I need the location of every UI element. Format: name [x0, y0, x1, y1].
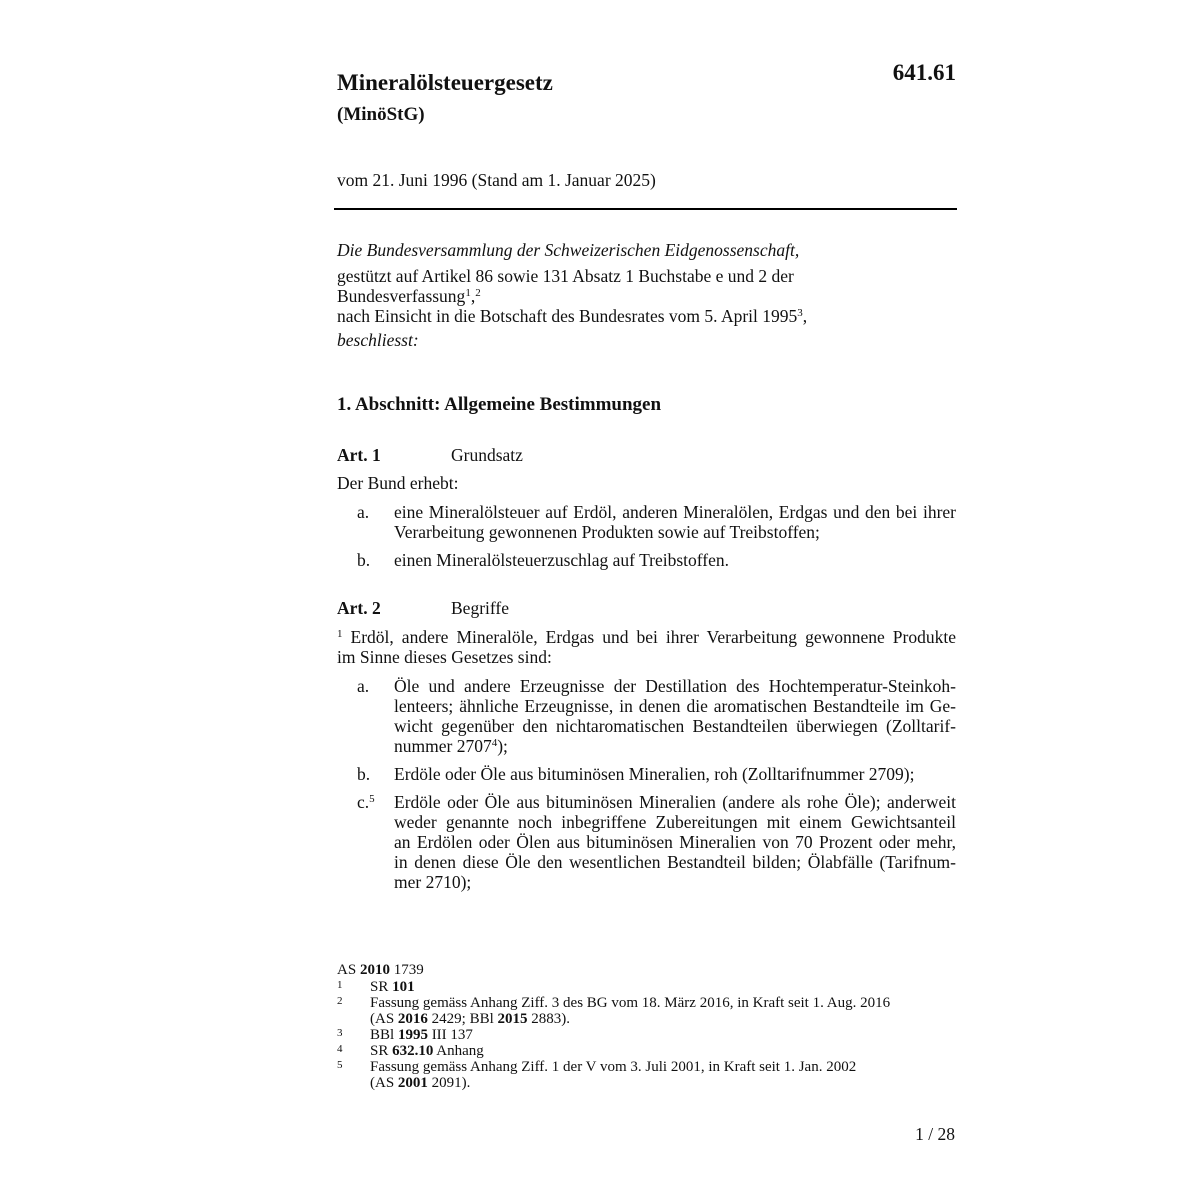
preamble-line: Die Bundesversammlung der Schweizerischen Eidgenossenschaft,: [337, 240, 800, 260]
list-marker: b.: [357, 550, 371, 570]
list-item: b. einen Mineralölsteuerzuschlag auf Treibstoffen.: [357, 550, 730, 570]
preamble-line: gestützt auf Artikel 86 sowie 131 Absatz 1 Buchstabe e und 2 der: [337, 266, 794, 286]
footnote-number: 4: [337, 1043, 343, 1055]
article-heading: [337, 598, 509, 619]
preamble-line: nach Einsicht in die Botschaft des Bundesrates vom 5. April 1995$^3$,: [337, 306, 808, 326]
document-title: Mineralölsteuergesetz: [337, 70, 553, 95]
list-item: b. Erdöle oder Öle aus bituminösen Mineralien, roh (Zolltarifnummer 2709);: [357, 764, 915, 784]
footnote-ref[interactable]: 1: [465, 287, 471, 299]
footnote-ref[interactable]: 3: [797, 307, 803, 319]
preamble-line: Bundesverfassung$^1$,$^2$: [337, 286, 481, 306]
footnote-number: 1: [337, 979, 343, 991]
footnote-ref[interactable]: 4: [491, 737, 498, 749]
preamble-line: beschliesst:: [337, 330, 419, 350]
article-number: Art. 2: [337, 598, 381, 618]
list-item: c.$^5$ Erdöle oder Öle aus bituminösen Mineralien (andere als rohe Öle); anderweit weder genannte noch inbegriffene Zubereitungen mit einem Gewichtsanteil an Erdölen oder Ölen aus bituminösen Mineralien von 70 Prozent oder mehr, in denen diese Öle den wesentlichen Bestandteil bilden; Ölabfälle (Tarifnum- mer 2710);: [357, 792, 956, 892]
header-divider: [334, 208, 957, 210]
date-line: vom 21. Juni 1996 (Stand am 1. Januar 2025): [337, 170, 656, 190]
footnote-number: 2: [337, 995, 343, 1007]
document-abbreviation: (MinöStG): [337, 104, 425, 125]
official-collection-ref: AS 2010 1739: [337, 962, 424, 978]
list-marker: b.: [357, 764, 371, 784]
footnotes: [337, 962, 956, 1091]
list-marker: a.: [357, 502, 370, 522]
paragraph-number: 1: [337, 628, 343, 640]
page-number: 1 / 28: [915, 1124, 955, 1144]
footnote-ref[interactable]: 2: [475, 287, 481, 299]
list-item: a. Öle und andere Erzeugnisse der Destillation des Hochtemperatur-Steinkoh- lenteers; ähnliche Erzeugnisse, in denen die aromatischen Bestandteile im Ge- wicht gegenüber den nichtaromatischen Bestandteilen überwiegen (Zolltarif- nummer 2707$^4$);: [357, 676, 956, 756]
footnote-1: 1 SR 101: [337, 979, 415, 995]
article-paragraph: $^1$ Erdöl, andere Mineralöle, Erdgas und bei ihrer Verarbeitung gewonnene Produkte im Sinne dieses Gesetzes sind:: [337, 627, 956, 667]
article-intro: Der Bund erhebt:: [337, 473, 459, 493]
footnote-5: 5 Fassung gemäss Anhang Ziff. 1 der V vom 3. Juli 2001, in Kraft seit 1. Jan. 2002 (AS 2001 2091).: [337, 1059, 857, 1091]
footnote-3: 3 BBl 1995 III 137: [337, 1027, 473, 1043]
footnote-4: 4 SR 632.10 Anhang: [337, 1043, 484, 1059]
sr-number: 641.61: [892, 60, 956, 85]
footnote-number: 5: [337, 1059, 343, 1071]
article-title: Begriffe: [451, 598, 509, 618]
list-item: a. eine Mineralölsteuer auf Erdöl, anderen Mineralölen, Erdgas und den bei ihrer Verarbeitung gewonnenen Produkten sowie auf Treibstoffen;: [357, 502, 956, 542]
article-title: Grundsatz: [451, 445, 523, 465]
article-heading: [337, 445, 523, 466]
list-marker: c.$^5$: [357, 792, 375, 812]
section-heading: 1. Abschnitt: Allgemeine Bestimmungen: [337, 394, 662, 415]
footnote-2: 2 Fassung gemäss Anhang Ziff. 3 des BG vom 18. März 2016, in Kraft seit 1. Aug. 2016 (AS 2016 2429; BBl 2015 2883).: [337, 995, 891, 1027]
list-marker: a.: [357, 676, 370, 696]
footnote-number: 3: [337, 1027, 343, 1039]
footnote-ref[interactable]: 5: [369, 793, 375, 805]
preamble: [337, 240, 956, 350]
article-number: Art. 1: [337, 445, 381, 465]
